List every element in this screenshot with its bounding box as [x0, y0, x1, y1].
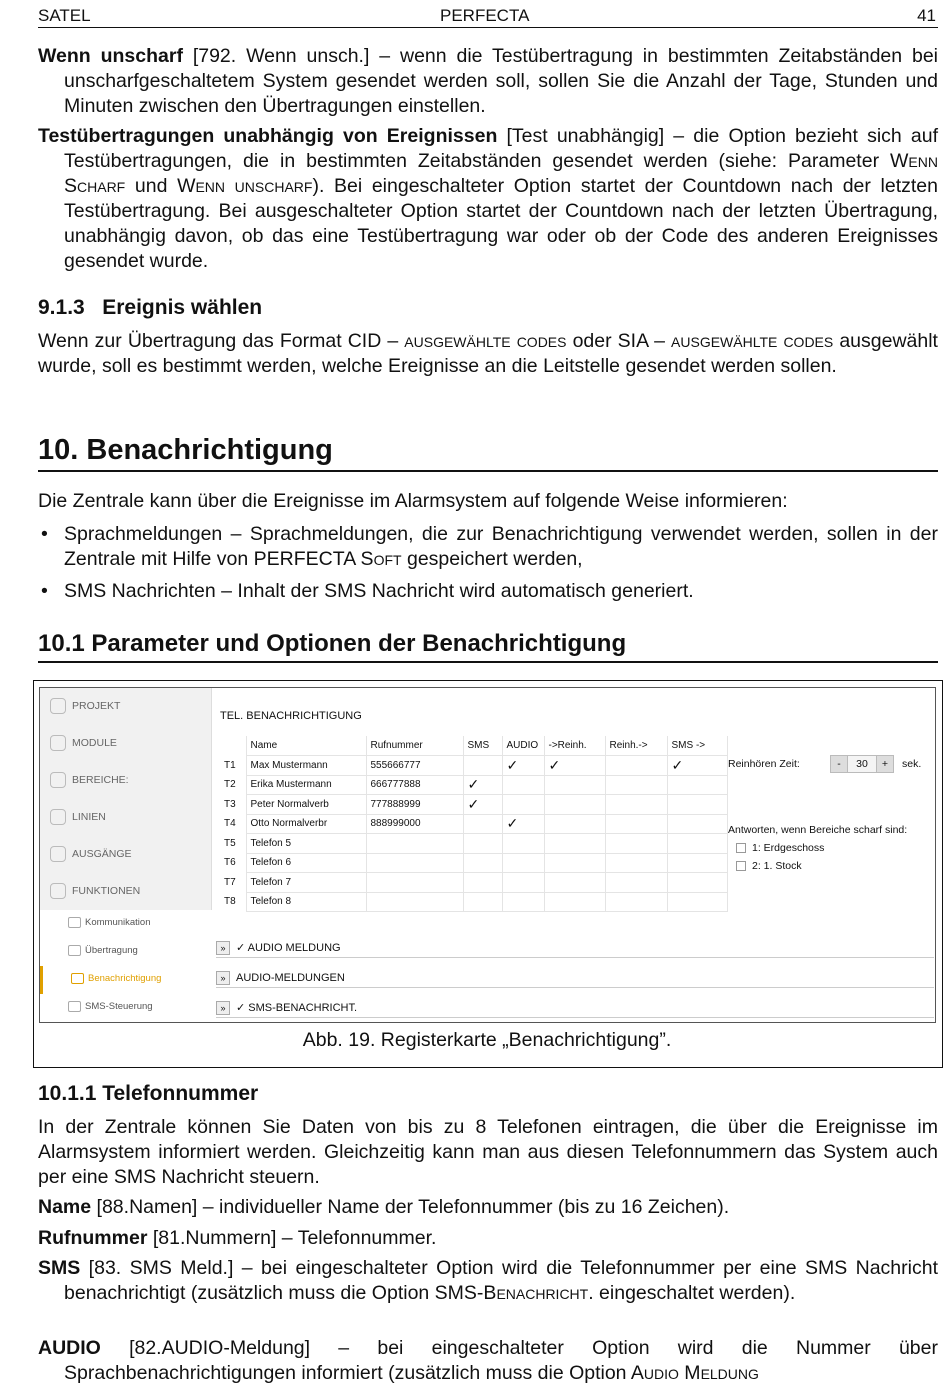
- row-id: T4: [224, 818, 236, 830]
- col-id: [220, 736, 246, 756]
- module-icon: [50, 735, 66, 751]
- sms-checkbox[interactable]: [463, 873, 502, 893]
- para-text: [83. SMS Meld.] – bei eingeschalteter Option wird die Telefonnummer per eine SMS Nachricht benachrichtigt (zusätzlich muss die Option SMS-B: [64, 1257, 938, 1304]
- para-ereignis: [38, 329, 938, 379]
- header-brand: SATEL: [38, 6, 91, 25]
- table-row[interactable]: [220, 873, 727, 893]
- name-cell[interactable]: Peter Normalverb: [246, 795, 366, 815]
- sidebar-label: FUNKTIONEN: [72, 884, 141, 897]
- audio-checkbox[interactable]: [502, 834, 544, 854]
- subitem-kommunikation[interactable]: [40, 910, 212, 938]
- name-cell[interactable]: Telefon 6: [246, 853, 366, 873]
- to-reinh-checkbox[interactable]: ✓: [544, 756, 605, 776]
- expand-button[interactable]: »: [216, 941, 230, 955]
- table-row[interactable]: [220, 756, 727, 776]
- section-audio-meldungen[interactable]: [216, 966, 934, 988]
- table-row[interactable]: [220, 834, 727, 854]
- audio-checkbox[interactable]: [502, 873, 544, 893]
- para-text: ausgewählte codes: [671, 330, 834, 352]
- row-id: T3: [224, 798, 236, 810]
- audio-checkbox[interactable]: ✓: [502, 756, 544, 776]
- audio-checkbox[interactable]: [502, 853, 544, 873]
- sidebar-item-module[interactable]: [50, 735, 210, 755]
- sidebar-item-ausgaenge[interactable]: [50, 846, 210, 866]
- para-text: oft: [373, 548, 402, 570]
- subitem-label: SMS-Steuerung: [85, 1001, 153, 1013]
- panel-title: TEL. BENACHRICHTIGUNG: [220, 710, 362, 722]
- col-sms-to: SMS ->: [667, 736, 727, 756]
- number-cell[interactable]: 666777888: [366, 775, 463, 795]
- sms-to-checkbox[interactable]: [667, 814, 727, 834]
- col-rufnummer: Rufnummer: [366, 736, 463, 756]
- name-cell[interactable]: Telefon 7: [246, 873, 366, 893]
- reinh-to-checkbox[interactable]: [605, 873, 667, 893]
- para-text: [Test unabhängig] – die Option bezieht sich auf Testübertragungen, die in bestimmten Zeitabständen gesendet werden (siehe: Parameter: [64, 125, 938, 172]
- number-cell[interactable]: [366, 892, 463, 912]
- heading-10-1-1: 10.1.1 Telefonnummer: [38, 1082, 259, 1105]
- area-2-checkbox[interactable]: [736, 861, 746, 871]
- table-row[interactable]: [220, 814, 727, 834]
- para-text: SMS Nachrichten – Inhalt der SMS Nachricht wird automatisch generiert.: [64, 580, 694, 602]
- col-name: Name: [246, 736, 366, 756]
- audio-checkbox[interactable]: [502, 775, 544, 795]
- sidebar-label: LINIEN: [72, 810, 106, 823]
- number-cell[interactable]: 777888999: [366, 795, 463, 815]
- para-text: [82.AUDIO-Meldung] – bei eingeschalteter Option wird die Nummer über Sprachbenachrichtigungen informiert (zusätzlich muss die Option A: [64, 1337, 938, 1384]
- para-text: [88.Namen] – individueller Name der Telefonnummer (bis zu 16 Zeichen).: [91, 1196, 730, 1218]
- heading-10-1: 10.1 Parameter und Optionen der Benachrichtigung: [38, 630, 938, 663]
- para-text: eldung: [700, 1362, 759, 1384]
- section-sms-benachricht[interactable]: [216, 996, 934, 1018]
- term: Name: [38, 1196, 92, 1218]
- para-audio: [38, 1336, 938, 1386]
- number-cell[interactable]: [366, 873, 463, 893]
- para-text: gespeichert werden,: [401, 548, 583, 570]
- para-text: Wenn unscharf: [177, 175, 313, 197]
- term: Wenn unscharf: [38, 45, 183, 67]
- sms-icon: [68, 1001, 81, 1012]
- sms-to-checkbox[interactable]: [667, 795, 727, 815]
- name-cell[interactable]: Max Mustermann: [246, 756, 366, 776]
- row-id: T2: [224, 779, 236, 791]
- sms-to-checkbox[interactable]: [667, 834, 727, 854]
- decrement-button[interactable]: -: [830, 755, 848, 773]
- row-id: T5: [224, 837, 236, 849]
- areas-icon: [50, 772, 66, 788]
- subitem-label: Übertragung: [85, 945, 138, 957]
- para-intro-10: Die Zentrale kann über die Ereignisse im Alarmsystem auf folgende Weise informieren:: [38, 490, 788, 512]
- para-sms: [38, 1256, 938, 1306]
- communication-icon: [68, 917, 81, 928]
- figure-caption: Abb. 19. Registerkarte „Benachrichtigung”.: [302, 1029, 672, 1051]
- subitem-uebertragung[interactable]: [40, 938, 212, 966]
- reinh-to-checkbox[interactable]: [605, 775, 667, 795]
- project-icon: [50, 698, 66, 714]
- para-text: und: [125, 175, 178, 197]
- reinh-to-checkbox[interactable]: [605, 853, 667, 873]
- reinh-to-checkbox[interactable]: [605, 814, 667, 834]
- row-id: T6: [224, 857, 236, 869]
- unit-label: sek.: [902, 758, 922, 770]
- sidebar-item-funktionen[interactable]: [50, 883, 210, 903]
- name-cell[interactable]: Otto Normalverbr: [246, 814, 366, 834]
- reinh-to-checkbox[interactable]: [605, 892, 667, 912]
- number-cell[interactable]: 888999000: [366, 814, 463, 834]
- table-header: [220, 736, 727, 756]
- subitem-sms-steuerung[interactable]: [40, 994, 212, 1022]
- name-cell[interactable]: Telefon 5: [246, 834, 366, 854]
- section-label: ✓ AUDIO MELDUNG: [236, 942, 341, 954]
- term: SMS: [38, 1257, 81, 1279]
- to-reinh-checkbox[interactable]: [544, 873, 605, 893]
- figure-19: [33, 680, 943, 1068]
- sms-checkbox[interactable]: [463, 814, 502, 834]
- sms-to-checkbox[interactable]: [667, 853, 727, 873]
- eye-icon: [68, 945, 81, 956]
- sms-to-checkbox[interactable]: ✓: [667, 756, 727, 776]
- to-reinh-checkbox[interactable]: [544, 775, 605, 795]
- subitem-label: Kommunikation: [85, 917, 151, 929]
- increment-button[interactable]: +: [876, 755, 894, 773]
- sidebar-item-linien[interactable]: [50, 809, 210, 829]
- to-reinh-checkbox[interactable]: [544, 814, 605, 834]
- para-text: M: [678, 1362, 701, 1384]
- audio-checkbox[interactable]: [502, 795, 544, 815]
- sidebar-item-bereiche[interactable]: [50, 772, 210, 792]
- heading-title: Ereignis wählen: [102, 296, 263, 319]
- term: AUDIO: [38, 1337, 101, 1359]
- sms-checkbox[interactable]: [463, 834, 502, 854]
- reinhoeren-value[interactable]: 30: [848, 755, 876, 773]
- sms-checkbox[interactable]: [463, 892, 502, 912]
- table-row[interactable]: [220, 892, 727, 912]
- term: Testübertragungen unabhängig von Ereignissen: [38, 125, 498, 147]
- col-audio: AUDIO: [502, 736, 544, 756]
- area-label: 1: Erdgeschoss: [752, 842, 825, 854]
- sms-checkbox[interactable]: ✓: [463, 795, 502, 815]
- expand-button[interactable]: »: [216, 971, 230, 985]
- number-cell[interactable]: 555666777: [366, 756, 463, 776]
- section-label: ✓ SMS-BENACHRICHT.: [236, 1002, 358, 1014]
- to-reinh-checkbox[interactable]: [544, 853, 605, 873]
- sms-checkbox[interactable]: ✓: [463, 775, 502, 795]
- audio-checkbox[interactable]: ✓: [502, 814, 544, 834]
- para-telefon-intro: In der Zentrale können Sie Daten von bis zu 8 Telefonen eintragen, die über die Ereignisse im Alarmsystem informiert werden. Gleichzeitig kann man aus diesen Telefonnummern das System auch per eine SMS Nachricht steuern.: [38, 1116, 938, 1188]
- number-cell[interactable]: [366, 853, 463, 873]
- name-cell[interactable]: Erika Mustermann: [246, 775, 366, 795]
- para-text: udio: [643, 1362, 679, 1384]
- number-cell[interactable]: [366, 834, 463, 854]
- sidebar-label: PROJEKT: [72, 699, 121, 712]
- page-number: 41: [917, 6, 936, 25]
- sms-to-checkbox[interactable]: [667, 892, 727, 912]
- para-text: Wenn zur Übertragung das Format CID –: [38, 330, 405, 352]
- para-test-unabhaengig: [38, 124, 938, 274]
- sms-to-checkbox[interactable]: [667, 775, 727, 795]
- area-2-option[interactable]: [736, 860, 802, 872]
- table-row[interactable]: [220, 795, 727, 815]
- col-reinh-to: Reinh.->: [605, 736, 667, 756]
- to-reinh-checkbox[interactable]: [544, 795, 605, 815]
- sms-to-checkbox[interactable]: [667, 873, 727, 893]
- area-1-option[interactable]: [736, 842, 824, 854]
- area-1-checkbox[interactable]: [736, 843, 746, 853]
- gear-icon: [50, 883, 66, 899]
- subitem-label: Benachrichtigung: [88, 973, 162, 985]
- sms-checkbox[interactable]: [463, 756, 502, 776]
- section-label: AUDIO-MELDUNGEN: [236, 972, 345, 984]
- to-reinh-checkbox[interactable]: [544, 834, 605, 854]
- para-rufnummer: [38, 1226, 938, 1251]
- sidebar-label: MODULE: [72, 736, 117, 749]
- para-text: enachricht: [496, 1282, 589, 1304]
- para-text: [792. Wenn unsch.] – wenn die Testübertragung in bestimmten Zeitabständen bei unscharfgeschaltetem System gesendet werden soll, sollen Sie die Anzahl der Tage, Stunden und Minuten zwischen den Übertragungen einstellen.: [64, 45, 938, 117]
- row-id: T1: [224, 759, 236, 771]
- col-sms: SMS: [463, 736, 502, 756]
- header-product: PERFECTA: [440, 6, 530, 25]
- page-header: [38, 6, 938, 28]
- sidebar-item-projekt[interactable]: [50, 698, 210, 718]
- reinhoeren-label: Reinhören Zeit:: [728, 758, 800, 770]
- subitem-benachrichtigung[interactable]: [40, 966, 212, 994]
- reinh-to-checkbox[interactable]: [605, 834, 667, 854]
- sidebar-label: AUSGÄNGE: [72, 847, 132, 860]
- section-audio-meldung[interactable]: [216, 936, 934, 958]
- row-id: T8: [224, 896, 236, 908]
- col-to-reinh: ->Reinh.: [544, 736, 605, 756]
- audio-checkbox[interactable]: [502, 892, 544, 912]
- table-row[interactable]: [220, 775, 727, 795]
- bullet-sms: • SMS Nachrichten – Inhalt der SMS Nachricht wird automatisch generiert.: [41, 580, 694, 602]
- zones-icon: [50, 809, 66, 825]
- to-reinh-checkbox[interactable]: [544, 892, 605, 912]
- para-text: ausgewählt wurde, soll es bestimmt werden, welche Ereignisse an die Leitstelle gesendet werden sollen.: [38, 330, 938, 377]
- answer-label: Antworten, wenn Bereiche scharf sind:: [728, 824, 908, 836]
- app-screenshot: [39, 687, 936, 1023]
- para-name: [38, 1195, 938, 1220]
- heading-number: 9.1.3: [38, 296, 85, 319]
- term: Rufnummer: [38, 1227, 148, 1249]
- outputs-icon: [50, 846, 66, 862]
- para-text: . eingeschaltet werden).: [588, 1282, 796, 1304]
- phone-table: [220, 736, 728, 912]
- reinh-to-checkbox[interactable]: [605, 756, 667, 776]
- reinh-to-checkbox[interactable]: [605, 795, 667, 815]
- para-text: ). Bei eingeschalteter Option startet der Countdown nach der letzten Testübertragung. Bei ausgeschalteter Option startet der Countdown nach der letzten Übertragung, unabhängig davon, ob das eine Testübertragung war oder ob der Code des anderen Ereignisses gesendet wurde.: [64, 175, 938, 272]
- sidebar: [40, 688, 212, 1022]
- sidebar-label: BEREICHE:: [72, 773, 129, 786]
- para-wenn-unscharf: [38, 44, 938, 119]
- area-label: 2: 1. Stock: [752, 860, 802, 872]
- name-cell[interactable]: Telefon 8: [246, 892, 366, 912]
- expand-button[interactable]: »: [216, 1001, 230, 1015]
- para-text: Sprachmeldungen – Sprachmeldungen, die zur Benachrichtigung verwendet werden, sollen in der Zentrale mit Hilfe von PERFECTA S: [64, 523, 938, 570]
- para-text: Wenn Scharf: [64, 150, 938, 197]
- para-text: ausgewählte codes: [404, 330, 567, 352]
- heading-10: 10. Benachrichtigung: [38, 434, 938, 472]
- heading-9-1-3: [38, 296, 262, 320]
- para-text: [81.Nummern] – Telefonnummer.: [147, 1227, 437, 1249]
- bullet-sprach: • Sprachmeldungen – Sprachmeldungen, die zur Benachrichtigung verwendet werden, sollen in der Zentrale mit Hilfe von PERFECTA Soft gespeichert werden,: [41, 523, 938, 570]
- sms-checkbox[interactable]: [463, 853, 502, 873]
- notification-icon: [71, 973, 84, 984]
- row-id: T7: [224, 876, 236, 888]
- table-row[interactable]: [220, 853, 727, 873]
- para-text: oder SIA –: [566, 330, 672, 352]
